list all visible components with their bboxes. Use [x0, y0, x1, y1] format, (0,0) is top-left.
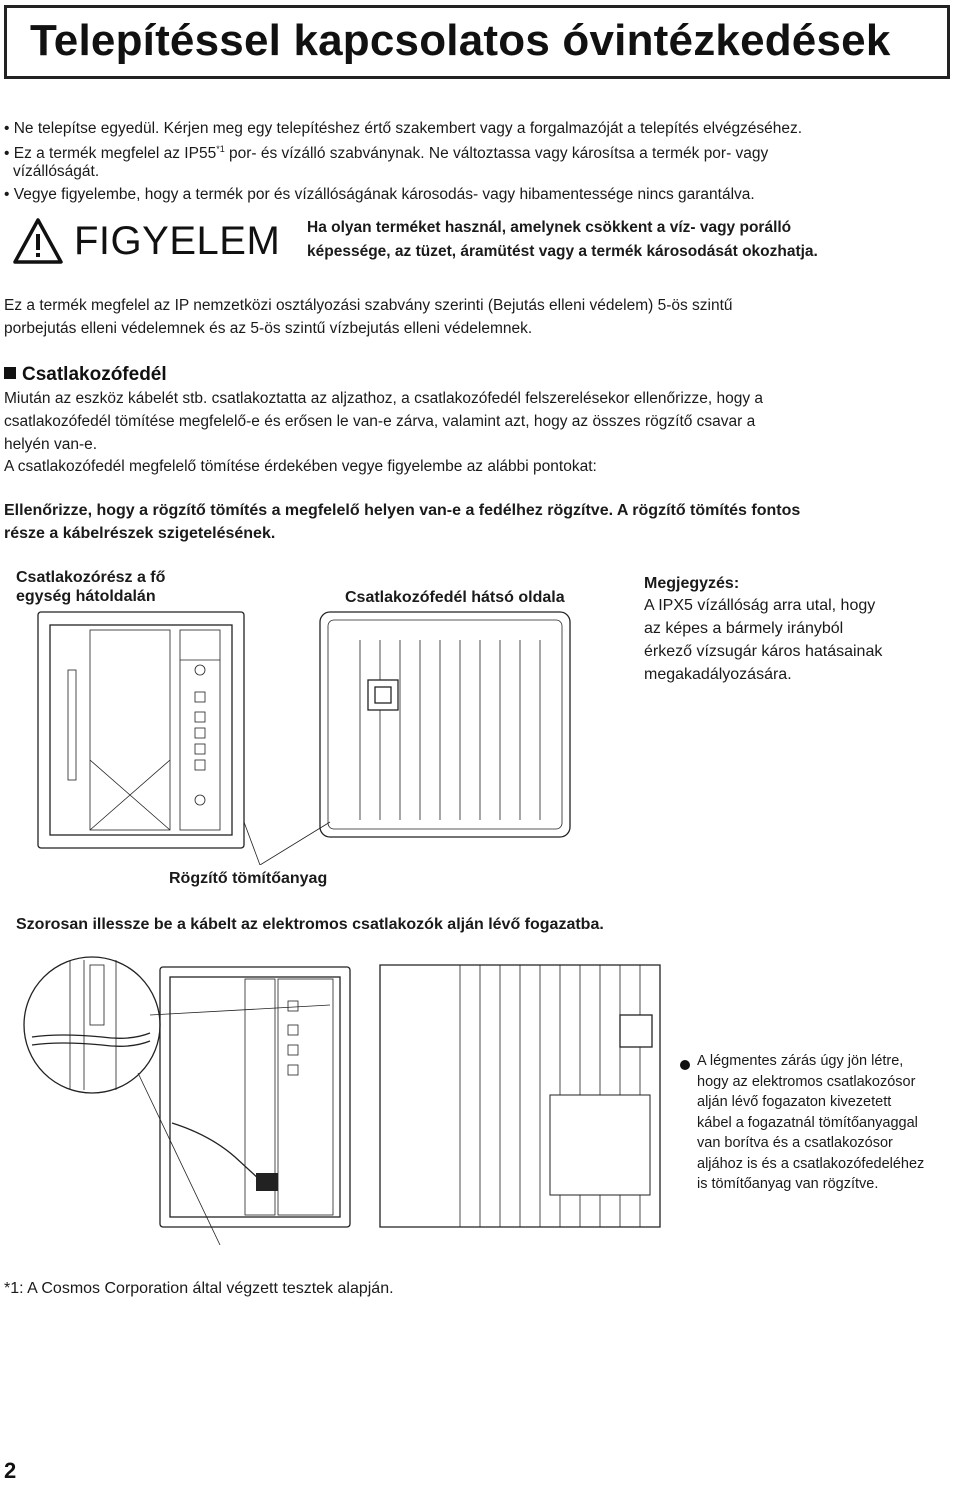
section-line-1: Miután az eszköz kábelét stb. csatlakoztatta az aljzathoz, a csatlakozófedél felszerelésekor ellenőrizze, hogy a [4, 390, 764, 407]
magnified-detail-drawing [24, 957, 160, 1093]
section-line-4: A csatlakozófedél megfelelő tömítése érdekében vegye figyelembe az alábbi pontokat: [4, 458, 597, 475]
section-line-3: helyén van-e. [4, 436, 98, 453]
footnote: *1: A Cosmos Corporation által végzett tesztek alapján. [4, 1280, 394, 1297]
cable-instruction: Szorosan illessze be a kábelt az elektromos csatlakozók alján lévő fogazatba. [16, 916, 604, 933]
connector-panel-2-drawing [160, 967, 350, 1227]
bullet-2-cont: vízállóságát. [13, 163, 100, 180]
figure-2-note-bullet-icon [680, 1057, 690, 1075]
figure-2-note-line-5: van borítva és a csatlakozósor [697, 1135, 893, 1151]
page-number: 2 [4, 1458, 17, 1483]
note-line-2: az képes a bármely irányból [644, 620, 844, 637]
warning-label: FIGYELEM [74, 219, 281, 263]
bullet-1: • Ne telepítse egyedül. Kérjen meg egy telepítéshez értő szakembert vagy a forgalmazóját a telepítés elvégzéséhez. [4, 120, 803, 137]
footnote-ref: *1 [216, 144, 225, 154]
note-heading: Megjegyzés: [644, 575, 740, 592]
fig1-caption: Rögzítő tömítőanyag [169, 870, 328, 887]
figure-2-note [697, 1051, 924, 1195]
section-heading-text: Csatlakozófedél [22, 364, 167, 385]
figure-2-note-line-4: kábel a fogazatnál tömítőanyaggal [697, 1114, 918, 1131]
section-line-2: csatlakozófedél tömítése megfelelő-e és erősen le van-e zárva, valamint azt, hogy az összes rögzítő csavar a [4, 413, 756, 430]
bullet-2-end: por- és vízálló szabványnak. Ne változtassa vagy károsítsa a termék por- vagy [224, 145, 769, 163]
warning-triangle-icon [12, 217, 64, 265]
square-bullet-icon [4, 367, 16, 379]
section-heading [4, 364, 167, 386]
bullet-2 [4, 138, 768, 165]
figure-1-drawing [30, 600, 630, 865]
figure-2-note-line-3: alján lévő fogazaton kivezetett [697, 1094, 892, 1110]
warning-line-1: Ha olyan terméket használ, amelynek csökkent a víz- vagy porálló [307, 219, 792, 236]
connector-panel-drawing [38, 612, 244, 848]
ip-paragraph-line-2: porbejutás elleni védelemnek és az 5-ös szintű vízbejutás elleni védelemnek. [4, 320, 533, 337]
warning-line-2: képessége, az tüzet, áramütést vagy a termék károsodását okozhatja. [307, 243, 818, 260]
bullet-3: • Vegye figyelembe, hogy a termék por és vízállóságának károsodás- vagy hibamentessége nincs garantálva. [4, 186, 755, 203]
fig1-label-left-2: egység hátoldalán [16, 588, 156, 605]
figure-2-note-line-2: hogy az elektromos csatlakozósor [697, 1073, 916, 1090]
note-line-4: megakadályozására. [644, 666, 792, 683]
figure-2-note-line-1: A légmentes zárás úgy jön létre, [697, 1053, 904, 1069]
cover-2-drawing [380, 965, 660, 1227]
figure-2-note-line-6: aljához is és a csatlakozófedeléhez [697, 1155, 925, 1172]
page-title: Telepítéssel kapcsolatos óvintézkedések [30, 16, 891, 65]
figure-2-drawing [20, 945, 680, 1245]
figure-2-note-line-7: is tömítőanyag van rögzítve. [697, 1176, 879, 1192]
note-line-1: A IPX5 vízállóság arra utal, hogy [644, 597, 876, 614]
check-line-2: része a kábelrészek szigetelésének. [4, 525, 276, 542]
ip-paragraph-line-1: Ez a termék megfelel az IP nemzetközi osztályozási szabvány szerinti (Bejutás elleni védelem) 5-ös szintű [4, 297, 733, 314]
fig1-label-left-1: Csatlakozórész a fő [16, 569, 166, 586]
note-line-3: érkező vízsugár káros hatásainak [644, 643, 883, 660]
bullet-2-start: • Ez a termék megfelel az IP55 [4, 145, 217, 163]
check-line-1: Ellenőrizze, hogy a rögzítő tömítés a megfelelő helyen van-e a fedélhez rögzítve. A rögzítő tömítés fontos [4, 502, 801, 519]
fig1-label-mid: Csatlakozófedél hátsó oldala [345, 589, 565, 606]
cover-back-drawing [320, 612, 570, 837]
